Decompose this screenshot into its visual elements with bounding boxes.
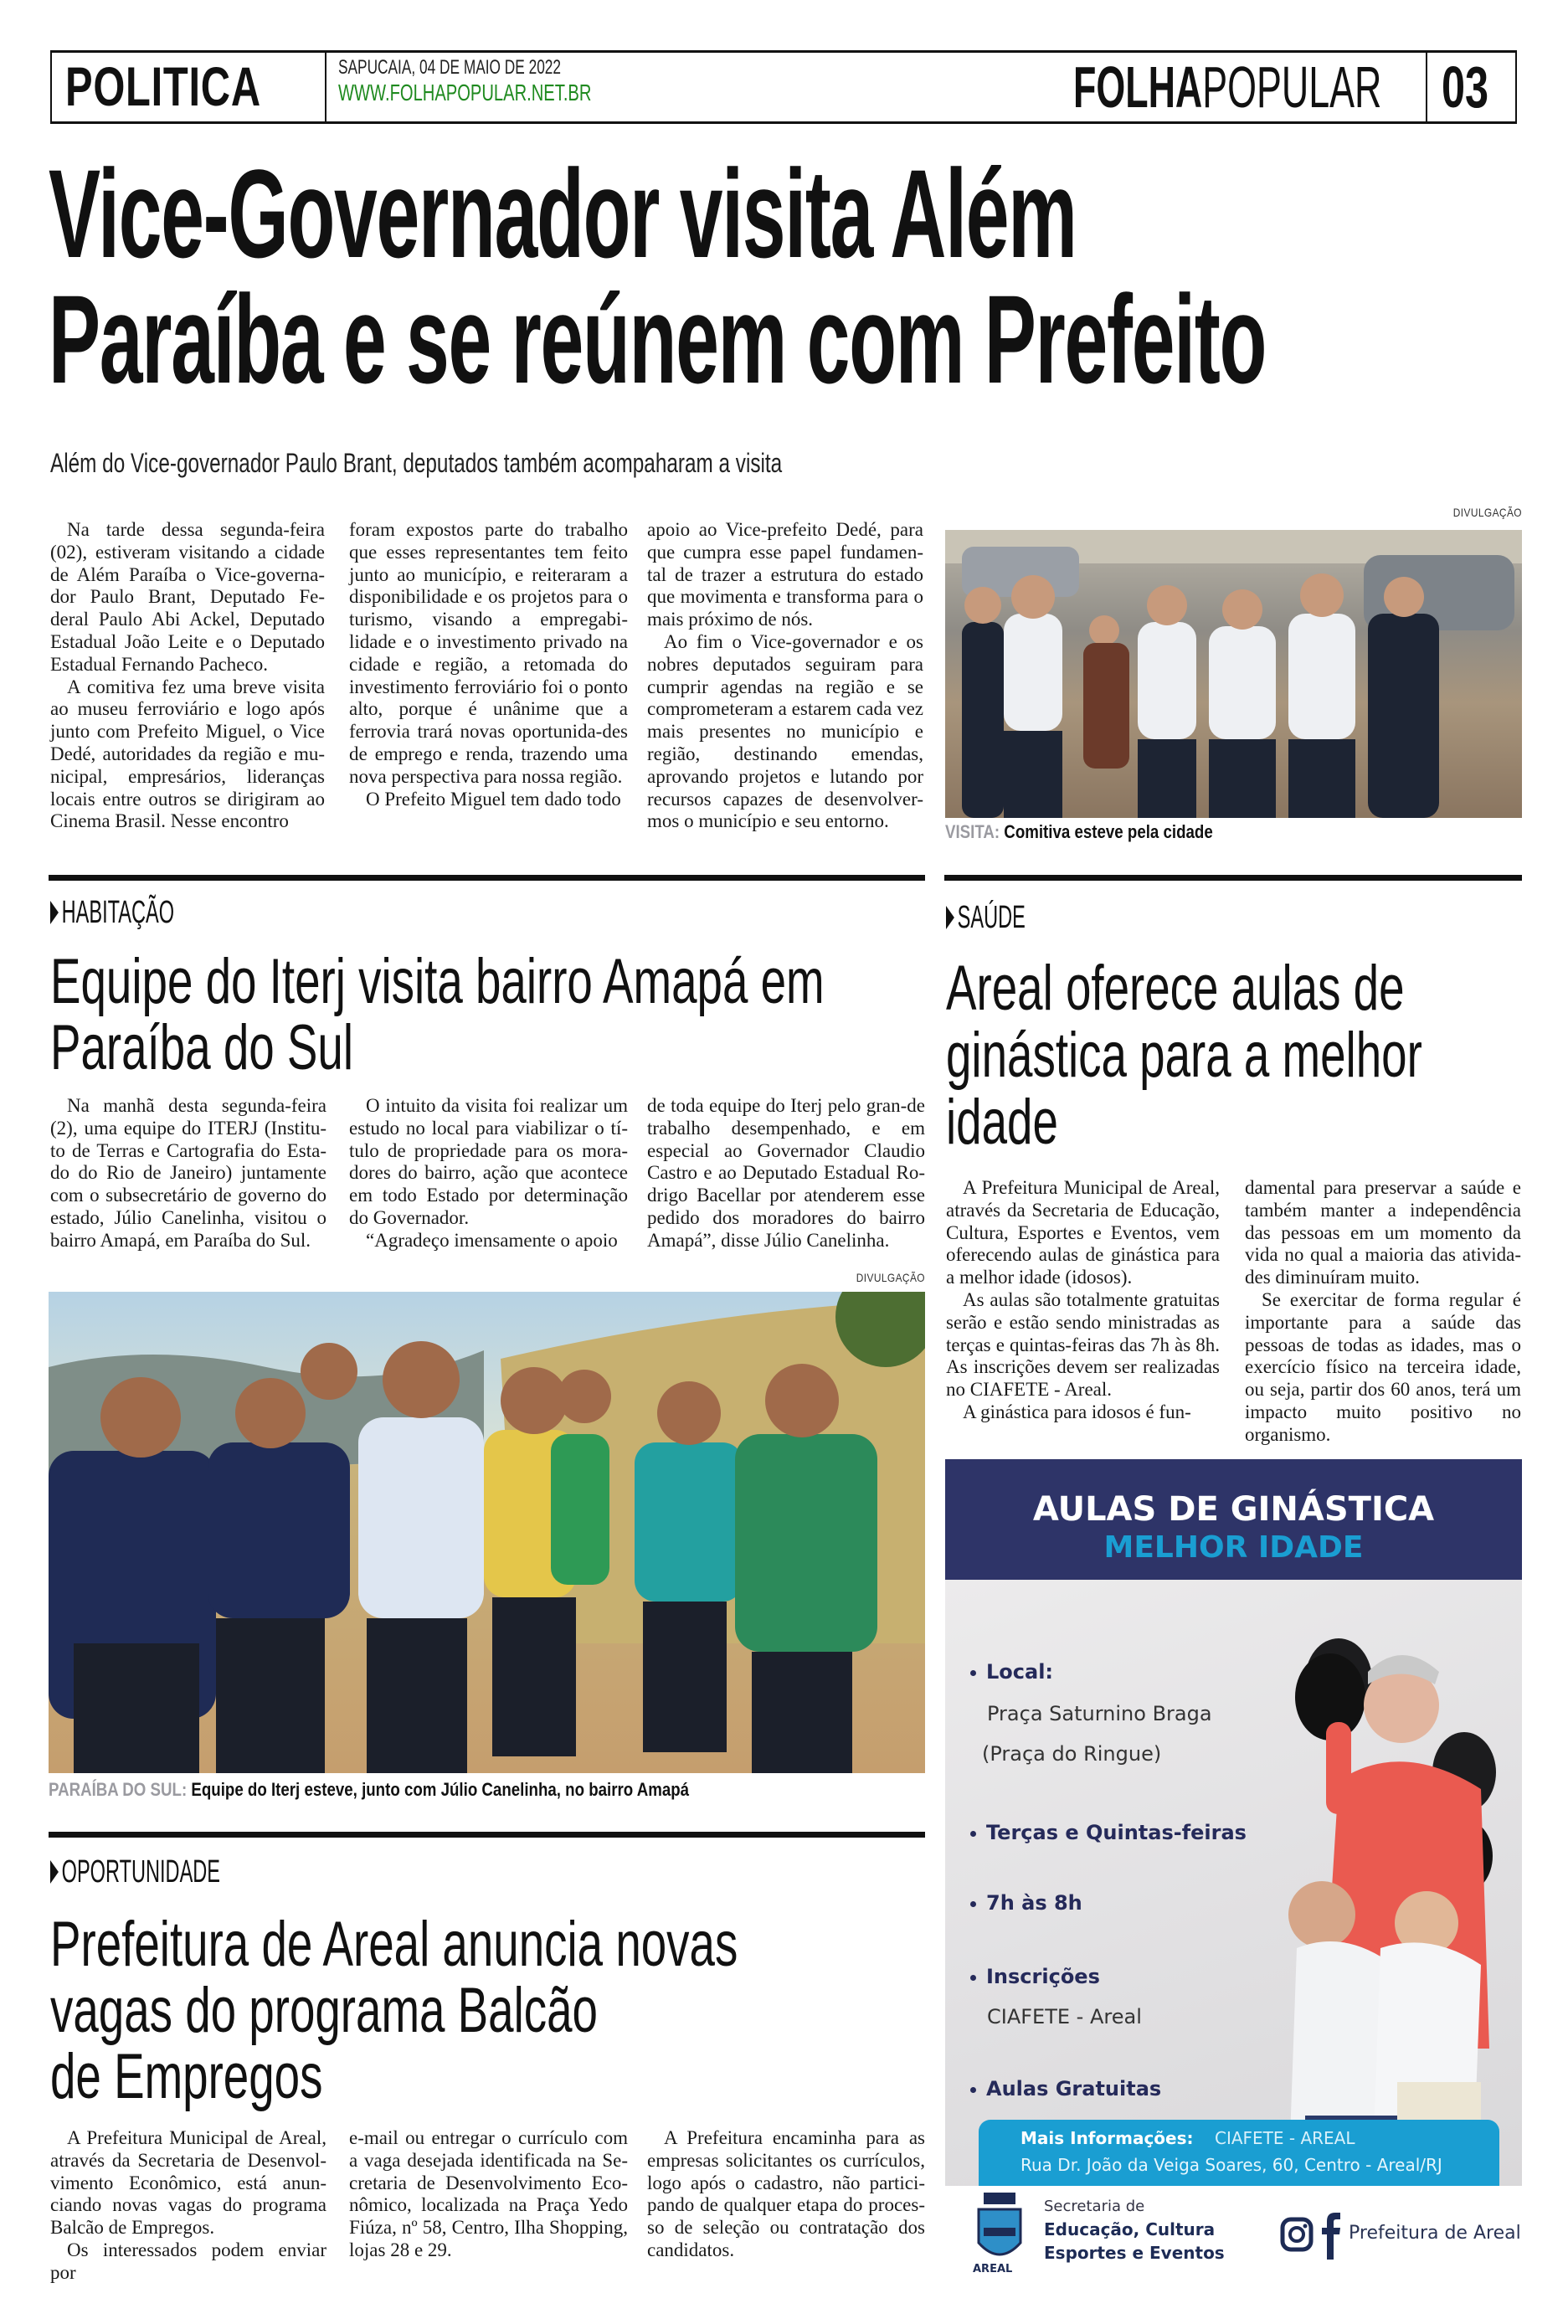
paragraph: O Prefeito Miguel tem dado todo bbox=[366, 788, 621, 810]
instagram-icon[interactable] bbox=[1280, 2216, 1314, 2253]
paragraph: A Prefeitura Municipal de Areal, através da Secretaria de Educação, Cultura, Esportes e Eventos, vem oferecendo aulas de ginástica para a melhor idade (idosos). bbox=[946, 1177, 1220, 1288]
habitacao-photo[interactable] bbox=[49, 1292, 925, 1773]
caption-text: Equipe do Iterj esteve, junto com Júlio Canelinha, no bairro Amapá bbox=[191, 1779, 690, 1800]
paragraph: foram expostos parte do trabalho que esses representantes tem feito junto ao município, e reiteraram a disponibilidade e os projetos para o turismo, visando a empregabi-lidade e o investimento privado na cidade e região, a retomada do investimento ferroviário foi o ponto alto, porque é unânime que a ferrovia trará novas oportunida-des de emprego e renda, trazendo uma nova perspectiva para nossa região. bbox=[349, 519, 628, 787]
lead-column-3 bbox=[647, 519, 923, 833]
paragraph: “Agradeço imensamente o apoio bbox=[366, 1229, 618, 1251]
masthead-divider bbox=[1426, 53, 1427, 121]
poster-free: Aulas Gratuitas bbox=[986, 2077, 1162, 2100]
paragraph: damental para preservar a saúde e também manter a independência das pessoas em um momento da vida no qual a maioria das ativida-des diminuíram muito. bbox=[1245, 1177, 1521, 1288]
poster-bullet-hours bbox=[970, 1891, 1082, 1915]
poster-info-address: Rua Dr. João da Veiga Soares, 60, Centro - Areal/RJ bbox=[1020, 2155, 1442, 2175]
kicker-label: SAÚDE bbox=[957, 900, 1026, 935]
caption-label: PARAÍBA DO SUL: bbox=[49, 1779, 188, 1800]
poster-signup-place: CIAFETE - Areal bbox=[987, 2005, 1142, 2028]
poster-title: AULAS DE GINÁSTICA bbox=[1032, 1490, 1435, 1529]
poster-local-line: Praça Saturnino Braga bbox=[987, 1702, 1212, 1725]
oportunidade-column-2 bbox=[349, 2127, 628, 2262]
paragraph: A Prefeitura encaminha para as empresas solicitantes os currículos, logo após o cadastro, não partici-pando de qualquer etapa do proces-so de seleção ou contratação dos candidatos. bbox=[647, 2127, 925, 2260]
saude-headline-line: idade bbox=[946, 1087, 1058, 1158]
photo-credit: DIVULGAÇÃO bbox=[856, 1271, 925, 1284]
bullet-icon bbox=[970, 1670, 976, 1676]
kicker-label: HABITAÇÃO bbox=[61, 895, 175, 930]
brand-bold: FOLHA bbox=[1073, 54, 1203, 120]
paragraph: Os interessados podem enviar por bbox=[50, 2239, 326, 2283]
poster-footer bbox=[945, 2186, 1522, 2298]
bullet-icon bbox=[970, 1901, 976, 1907]
facebook-icon[interactable] bbox=[1319, 2209, 1340, 2260]
habitacao-photo-caption bbox=[49, 1780, 689, 1800]
triangle-icon bbox=[50, 901, 59, 924]
habitacao-headline-line: Paraíba do Sul bbox=[50, 1012, 354, 1083]
paragraph: A comitiva fez uma breve visita ao museu ferroviário e logo após junto com Prefeito Miguel, o Vice Dedé, autoridades da região e mu-nicipal, empresários, lideranças locais entre outros se dirigiram ao Cinema Brasil. Nesse encontro bbox=[50, 676, 325, 832]
secretaria-line: Esportes e Eventos bbox=[1044, 2243, 1225, 2263]
team-photo-image bbox=[49, 1292, 925, 1773]
dateline: SAPUCAIA, 04 DE MAIO DE 2022 bbox=[338, 56, 562, 79]
oportunidade-headline-line: Prefeitura de Areal anuncia novas bbox=[50, 1909, 738, 1980]
poster-bullet-days bbox=[970, 1821, 1247, 1844]
group-photo-image bbox=[945, 530, 1522, 818]
poster-local-line: (Praça do Ringue) bbox=[982, 1742, 1162, 1766]
paragraph: apoio ao Vice-prefeito Dedé, para que cumpra esse papel fundamen-tal de trazer a estrutura do estado que movimenta e transforma para o mais próximo de nós. bbox=[647, 519, 923, 630]
lead-headline-line: Vice-Governador visita Além bbox=[49, 143, 1077, 284]
paragraph: Se exercitar de forma regular é importante para a saúde das pessoas de todas as idades, mas o exercício físico na terceira idade, ou seja, partir dos 60 anos, terá um impacto muito positivo no organismo. bbox=[1245, 1288, 1521, 1445]
habitacao-column-2 bbox=[349, 1095, 628, 1252]
photo-credit: DIVULGAÇÃO bbox=[1452, 506, 1522, 519]
poster-signup-label: Inscrições bbox=[986, 1965, 1100, 1988]
habitacao-headline-line: Equipe do Iterj visita bairro Amapá em bbox=[50, 946, 825, 1017]
page-number: 03 bbox=[1442, 54, 1489, 120]
secretaria-line: Secretaria de bbox=[1044, 2198, 1145, 2215]
lead-photo-caption bbox=[945, 822, 1213, 842]
gym-class-poster[interactable] bbox=[945, 1459, 1522, 2298]
habitacao-column-3 bbox=[647, 1095, 925, 1252]
lead-column-2 bbox=[349, 519, 628, 810]
poster-days: Terças e Quintas-feiras bbox=[986, 1821, 1247, 1844]
triangle-icon bbox=[50, 1860, 59, 1884]
section-rule bbox=[49, 875, 925, 881]
bullet-icon bbox=[970, 1975, 976, 1981]
paragraph: As aulas são totalmente gratuitas serão e estão sendo ministradas as terças e quintas-feiras das 7h às 8h. As inscrições devem ser realizadas no CIAFETE - Areal. bbox=[946, 1288, 1220, 1401]
section-rule bbox=[944, 875, 1522, 881]
poster-info-label: Mais Informações: bbox=[1020, 2128, 1194, 2148]
oportunidade-headline-line: de Empregos bbox=[50, 2041, 323, 2112]
social-handle: Prefeitura de Areal bbox=[1349, 2223, 1521, 2244]
paragraph: A Prefeitura Municipal de Areal, através da Secretaria de Desenvol-vimento Econômico, está anun-ciando novas vagas do programa Balcão de Empregos. bbox=[50, 2127, 326, 2239]
poster-subtitle: MELHOR IDADE bbox=[1103, 1530, 1364, 1565]
triangle-icon bbox=[946, 906, 954, 929]
lead-standfirst: Além do Vice-governador Paulo Brant, deputados também acompaharam a visita bbox=[50, 448, 783, 478]
habitacao-column-1 bbox=[50, 1095, 326, 1252]
section-name: POLITICA bbox=[65, 55, 261, 117]
bullet-icon bbox=[970, 2087, 976, 2093]
poster-info-bar bbox=[979, 2120, 1499, 2186]
poster-bullet-free bbox=[970, 2077, 1161, 2100]
poster-bullet-local bbox=[970, 1660, 1053, 1684]
secretaria-line: Educação, Cultura bbox=[1044, 2219, 1216, 2239]
crest-label: AREAL bbox=[973, 2263, 1013, 2275]
lead-photo[interactable] bbox=[945, 530, 1522, 818]
paragraph: Ao fim o Vice-governador e os nobres deputados seguiram para cumprir agendas na região e se comprometeram a estarem cada vez mais presentes no município e região, destinando emendas, aprovando projetos e lutando por recursos capazes de desenvolver-mos o município e seu entorno. bbox=[647, 630, 923, 832]
kicker-saude bbox=[946, 901, 1026, 934]
saude-column-1 bbox=[946, 1177, 1220, 1424]
saude-column-2 bbox=[1245, 1177, 1521, 1447]
saude-headline-line: ginástica para a melhor bbox=[946, 1020, 1422, 1091]
website-link[interactable]: WWW.FOLHAPOPULAR.NET.BR bbox=[338, 80, 592, 105]
bullet-icon bbox=[970, 1831, 976, 1837]
poster-hours: 7h às 8h bbox=[986, 1891, 1082, 1915]
paragraph: Na tarde dessa segunda-feira (02), estiveram visitando a cidade de Além Paraíba o Vice-governa-dor Paulo Brant, Deputado Fe-deral Paulo Abi Ackel, Deputado Estadual João Leite e o Deputado Estadual Fernando Pacheco. bbox=[50, 519, 325, 675]
oportunidade-headline-line: vagas do programa Balcão bbox=[50, 1975, 598, 2046]
saude-headline-line: Areal oferece aulas de bbox=[946, 953, 1405, 1024]
oportunidade-column-3 bbox=[647, 2127, 925, 2262]
kicker-habitacao bbox=[50, 896, 174, 929]
caption-text: Comitiva esteve pela cidade bbox=[1004, 821, 1213, 842]
lead-column-1 bbox=[50, 519, 325, 833]
brand-light: POPULAR bbox=[1202, 54, 1382, 120]
poster-bullet-signup bbox=[970, 1965, 1100, 1988]
paragraph: de toda equipe do Iterj pelo gran-de trabalho desempenhado, e em especial ao Governador Claudio Castro e ao Deputado Estadual Ro-drigo Bacellar por atenderem esse pedido dos moradores do bairro Amapá”, disse Júlio Canelinha. bbox=[647, 1095, 925, 1251]
paragraph: Na manhã desta segunda-feira (2), uma equipe do ITERJ (Institu-to de Terras e Cartografia do Esta-do do Rio de Janeiro) juntamente com o subsecretário de governo do estado, Júlio Canelinha, visitou o bairro Amapá, em Paraíba do Sul. bbox=[50, 1095, 326, 1251]
masthead-divider bbox=[325, 53, 326, 121]
poster-info-place: CIAFETE - AREAL bbox=[1215, 2128, 1355, 2148]
paragraph: A ginástica para idosos é fun- bbox=[963, 1401, 1191, 1422]
paragraph: e-mail ou entregar o currículo com a vaga desejada identificada na Se-cretaria de Desenvolvimento Eco-nômico, localizada na Praça Yedo Fiúza, nº 58, Centro, Ilha Shopping, lojas 28 e 29. bbox=[349, 2127, 628, 2260]
lead-headline-line: Paraíba e se reúnem com Prefeito bbox=[49, 269, 1267, 409]
newspaper-logo bbox=[1073, 54, 1382, 120]
section-rule bbox=[49, 1832, 925, 1838]
kicker-label: OPORTUNIDADE bbox=[61, 1854, 221, 1890]
oportunidade-column-1 bbox=[50, 2127, 326, 2285]
caption-label: VISITA: bbox=[945, 821, 1000, 842]
paragraph: O intuito da visita foi realizar um estudo no local para viabilizar o tí-tulo de propriedade para os mora-dores do bairro, ação que acontece em todo Estado por determinação do Governador. bbox=[349, 1095, 628, 1228]
poster-local-label: Local: bbox=[986, 1660, 1054, 1684]
kicker-oportunidade bbox=[50, 1855, 220, 1889]
